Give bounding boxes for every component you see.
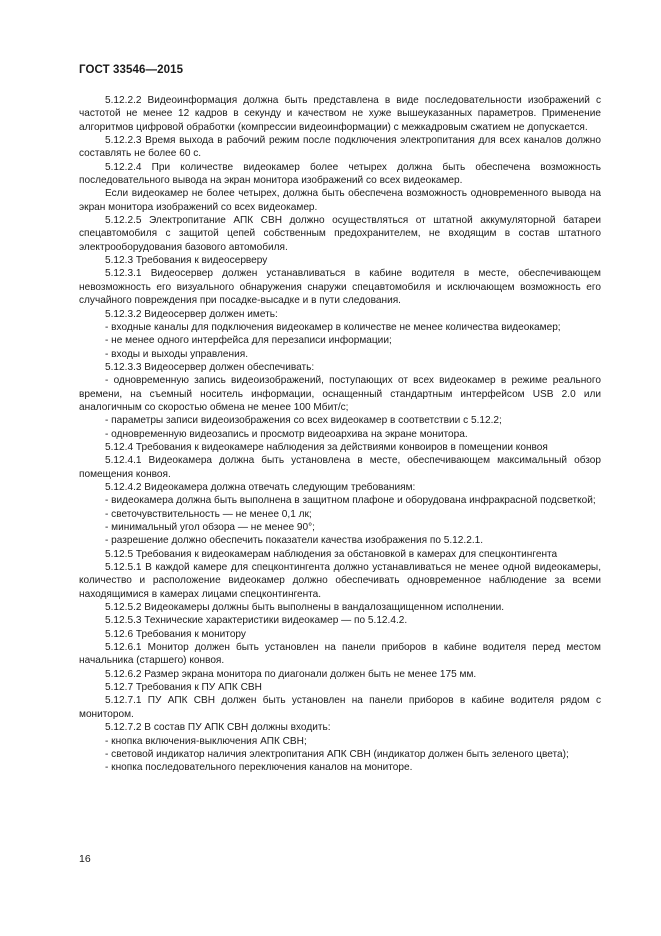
- paragraph: 5.12.2.4 При количестве видеокамер более четырех должна быть обеспечена возможность последовательного вывода на экран монитора изображений со всех видеокамер.: [79, 161, 601, 187]
- paragraph: 5.12.5 Требования к видеокамерам наблюдения за обстановкой в камерах для спецконтингента: [105, 548, 558, 560]
- paragraph: - не менее одного интерфейса для перезаписи информации;: [105, 335, 392, 347]
- paragraph: 5.12.7 Требования к ПУ АПК СВН: [105, 682, 262, 694]
- paragraph: - кнопка последовательного переключения каналов на мониторе.: [105, 762, 413, 774]
- paragraph: - одновременную видеозапись и просмотр видеоархива на экране монитора.: [105, 428, 468, 440]
- paragraph: 5.12.2.3 Время выхода в рабочий режим после подключения электропитания для всех каналов должно составлять не более 60 с.: [79, 135, 601, 160]
- paragraph: 5.12.4 Требования к видеокамере наблюдения за действиями конвоиров в помещении конвоя: [105, 441, 548, 453]
- page-number: 16: [79, 853, 91, 865]
- paragraph: 5.12.7.1 ПУ АПК СВН должен быть установлен на панели приборов в кабине водителя рядом с монитором.: [79, 695, 601, 720]
- paragraph: - разрешение должно обеспечить показатели качества изображения по 5.12.2.1.: [105, 535, 484, 547]
- paragraph: 5.12.3.1 Видеосервер должен устанавливаться в кабине водителя в месте, обеспечивающем невозможность его визуального обнаружения снаружи спецавтомобиля и исключающем возможность его случайного повреждения при посадке-высадке и в пути следования.: [79, 268, 601, 307]
- paragraph: - кнопка включения-выключения АПК СВН;: [105, 735, 307, 747]
- paragraph: - входы и выходы управления.: [105, 348, 248, 360]
- paragraph: 5.12.4.2 Видеокамера должна отвечать следующим требованиям:: [105, 481, 416, 493]
- paragraph: - параметры записи видеоизображения со всех видеокамер в соответствии с 5.12.2;: [105, 415, 502, 427]
- paragraph: 5.12.3 Требования к видеосерверу: [105, 255, 268, 267]
- document-body: [79, 94, 601, 775]
- paragraph: 5.12.5.1 В каждой камере для спецконтингента должно устанавливаться не менее одной видеокамеры, количество и расположение видеокамер должно обеспечивать одновременное наблюдение за всеми находящимися в камерах лицами спецконтингента.: [79, 562, 601, 600]
- paragraph: 5.12.2.2 Видеоинформация должна быть представлена в виде последовательности изображений с частотой не менее 12 кадров в секунду и качеством не хуже вышеуказанных параметров. Применение алгоритмов цифровой обработки (компрессии видеоинформации) с межкадровым сжатием не допускается.: [79, 95, 601, 133]
- paragraph: 5.12.5.3 Технические характеристики видеокамер — по 5.12.4.2.: [105, 615, 408, 627]
- paragraph: - светочувствительность — не менее 0,1 лк;: [105, 508, 312, 520]
- paragraph: - входные каналы для подключения видеокамер в количестве не менее количества видеокамер;: [105, 321, 561, 333]
- paragraph: 5.12.7.2 В состав ПУ АПК СВН должны входить:: [105, 722, 331, 734]
- paragraph: - видеокамера должна быть выполнена в защитном плафоне и оборудована инфракрасной подсветкой;: [105, 495, 596, 507]
- paragraph: 5.12.2.5 Электропитание АПК СВН должно осуществляться от штатной аккумуляторной батареи спецавтомобиля с защитой цепей собственным предохранителем, не входящим в состав штатного электрооборудования базового автомобиля.: [79, 215, 601, 253]
- paragraph: 5.12.6.2 Размер экрана монитора по диагонали должен быть не менее 175 мм.: [105, 668, 477, 680]
- paragraph: Если видеокамер не более четырех, должна быть обеспечена возможность одновременного вывода на экран монитора изображений со всех видеокамер.: [79, 188, 601, 213]
- paragraph: 5.12.4.1 Видеокамера должна быть установлена в месте, обеспечивающем максимальный обзор помещения конвоя.: [79, 455, 601, 480]
- paragraph: - минимальный угол обзора — не менее 90°;: [105, 522, 315, 533]
- paragraph: 5.12.3.3 Видеосервер должен обеспечивать:: [105, 361, 315, 373]
- paragraph: 5.12.3.2 Видеосервер должен иметь:: [105, 308, 278, 320]
- paragraph: 5.12.6 Требования к монитору: [105, 628, 246, 640]
- paragraph: - одновременную запись видеоизображений, поступающих от всех видеокамер в режиме реального времени, на съемный носитель информации, оснащенный стандартным интерфейсом USB 2.0 или аналогичным со скоростью обмена не менее 100 Мбит/с;: [79, 375, 601, 413]
- document-header: ГОСТ 33546—2015: [79, 64, 184, 76]
- paragraph: 5.12.5.2 Видеокамеры должны быть выполнены в вандалозащищенном исполнении.: [105, 602, 505, 614]
- paragraph: 5.12.6.1 Монитор должен быть установлен на панели приборов в кабине водителя перед местом начальника (старшего) конвоя.: [79, 642, 601, 667]
- paragraph: - световой индикатор наличия электропитания АПК СВН (индикатор должен быть зеленого цвета);: [105, 748, 569, 760]
